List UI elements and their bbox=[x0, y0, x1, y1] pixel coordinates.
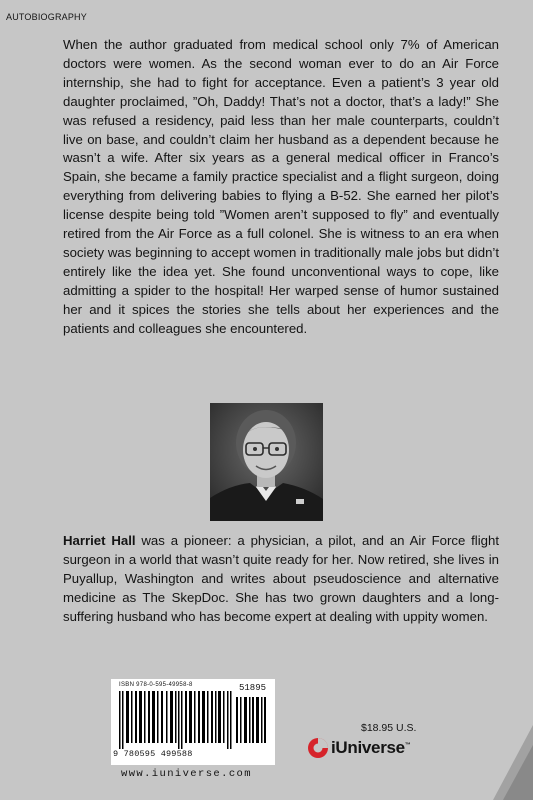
author-bio bbox=[63, 532, 499, 627]
barcode-number: 9 780595 499588 bbox=[113, 749, 193, 759]
back-cover-blurb: When the author graduated from medical school only 7% of American doctors were women. As the second woman ever to do an Air Force internship, she had to fight for acceptance. Even a patient’s 3 year old daughter proclaimed, ”Oh, Daddy! That’s not a doctor, that’s a lady!” She was refused a residency, paid less than her male counterparts, couldn’t live on base, and couldn’t claim her husband as a dependent because he wasn’t a wife. After six years as a general medical officer in Franco’s Spain, she became a family practice specialist and a flight surgeon, doing everything from delivering babies to flying a B-52. She earned her pilot’s license despite being told ”Women aren’t supposed to fly” and eventually retired from the Air Force as a full colonel. She is witness to an era when society was beginning to accept women in traditionally male jobs but didn’t entirely like the idea yet. She found unconventional ways to cope, like admitting a spider to the hospital! Her warped sense of humor sustained her and it spices the stories she tells about her experiences and the patients and colleagues she encountered. bbox=[63, 37, 499, 336]
author-bio-text: was a pioneer: a physician, a pilot, and an Air Force flight surgeon in a world that wasn’t quite ready for her. Now retired, she lives in Puyallup, Washington and writes about pseudoscience and alternative medicine as The SkepDoc. She has two grown daughters and a long-suffering husband who has become expert at dealing with uppity women. bbox=[63, 533, 499, 624]
author-name: Harriet Hall bbox=[63, 533, 136, 548]
iuniverse-logo-icon bbox=[307, 737, 329, 759]
price-code: 51895 bbox=[239, 683, 267, 693]
publisher-logo bbox=[307, 737, 411, 759]
spine-triangle bbox=[493, 725, 533, 800]
publisher-name: iUniverse™ bbox=[331, 738, 411, 757]
author-photo bbox=[210, 403, 323, 521]
isbn-label: ISBN 978-0-595-49958-8 bbox=[119, 682, 193, 688]
publisher-url: www.iuniverse.com bbox=[121, 768, 252, 780]
price: $18.95 U.S. bbox=[361, 722, 417, 734]
barcode bbox=[111, 679, 275, 765]
genre-label: AUTOBIOGRAPHY bbox=[6, 12, 87, 22]
